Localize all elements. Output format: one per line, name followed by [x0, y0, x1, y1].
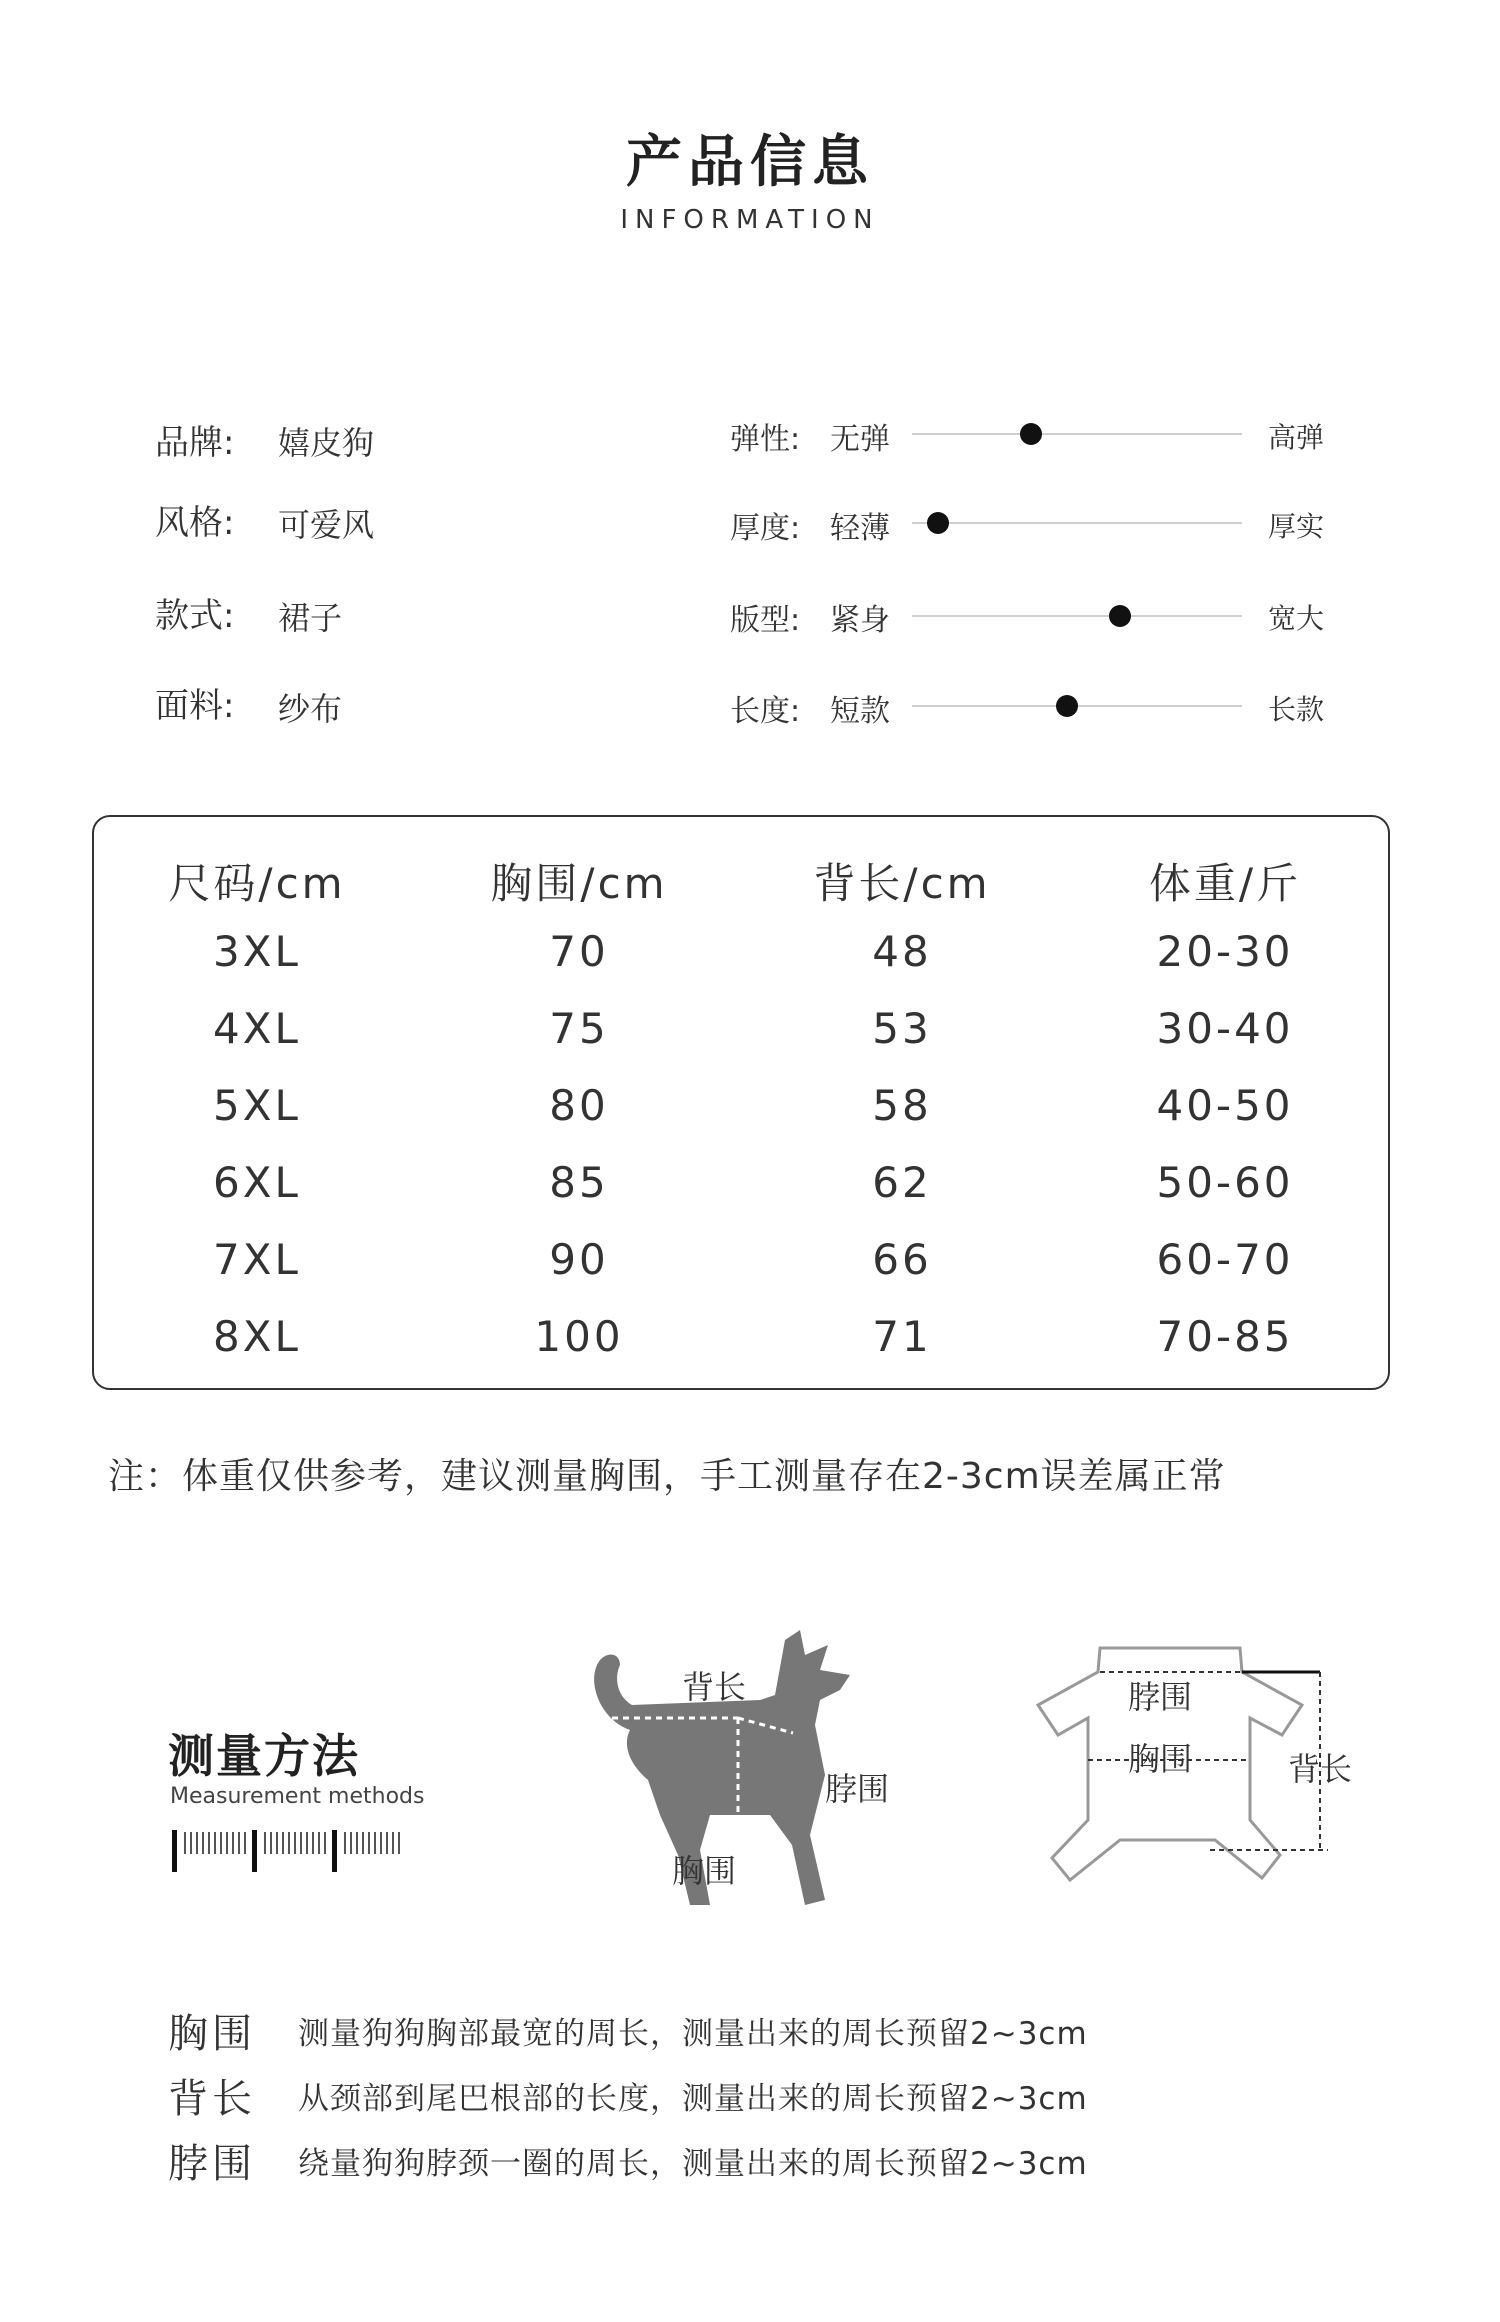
garment-label-chest: 胸围 — [1128, 1740, 1193, 1778]
table-cell: 30-40 — [1156, 1004, 1294, 1053]
dog-label-back: 背长 — [682, 1668, 747, 1706]
definition-text-chest: 测量狗狗胸部最宽的周长，测量出来的周长预留2~3cm — [298, 2016, 1088, 2052]
definition-text-neck: 绕量狗狗脖颈一圈的周长，测量出来的周长预留2~3cm — [298, 2146, 1088, 2182]
page-title: 产品信息 — [626, 130, 874, 195]
table-cell: 6XL — [213, 1158, 301, 1207]
info-label-fabric: 面料: — [155, 686, 235, 726]
table-cell: 8XL — [213, 1312, 301, 1361]
table-cell: 71 — [872, 1312, 932, 1361]
definition-term-neck: 脖围 — [168, 2141, 256, 2187]
garment-label-neck: 脖围 — [1128, 1678, 1193, 1716]
table-cell: 50-60 — [1156, 1158, 1294, 1207]
garment-label-back: 背长 — [1288, 1750, 1353, 1788]
page-subtitle: INFORMATION — [620, 205, 880, 235]
attr-max-elasticity: 高弹 — [1268, 421, 1325, 454]
info-value-fabric: 纱布 — [278, 690, 343, 728]
table-cell: 4XL — [213, 1004, 301, 1053]
scale-track-elasticity — [912, 433, 1242, 435]
measure-title: 测量方法 — [168, 1729, 360, 1783]
attr-label-length: 长度: — [730, 694, 801, 729]
ruler-icon — [172, 1826, 412, 1872]
table-header-back: 背长/cm — [813, 859, 991, 908]
table-cell: 62 — [872, 1158, 932, 1207]
table-cell: 85 — [549, 1158, 609, 1207]
info-label-brand: 品牌: — [155, 423, 235, 463]
table-cell: 53 — [872, 1004, 932, 1053]
table-cell: 60-70 — [1156, 1235, 1294, 1284]
info-value-brand: 嬉皮狗 — [278, 424, 375, 462]
info-label-style: 风格: — [155, 503, 235, 543]
attr-max-thickness: 厚实 — [1268, 510, 1325, 543]
attr-max-fit: 宽大 — [1268, 602, 1325, 635]
size-note: 注：体重仅供参考，建议测量胸围，手工测量存在2-3cm误差属正常 — [108, 1456, 1226, 1497]
table-cell: 7XL — [213, 1235, 301, 1284]
table-header-chest: 胸围/cm — [490, 859, 668, 908]
attr-label-thickness: 厚度: — [730, 511, 801, 546]
garment-measurement-diagram — [1010, 1600, 1390, 1960]
table-cell: 70-85 — [1156, 1312, 1294, 1361]
table-cell: 3XL — [213, 927, 301, 976]
scale-marker-length — [1056, 695, 1078, 717]
definition-term-back: 背长 — [168, 2076, 256, 2122]
scale-marker-thickness — [927, 512, 949, 534]
attr-label-elasticity: 弹性: — [730, 422, 801, 457]
attr-min-fit: 紧身 — [830, 603, 890, 638]
table-cell: 58 — [872, 1081, 932, 1130]
size-table — [92, 815, 1390, 1390]
table-header-weight: 体重/斤 — [1148, 859, 1302, 908]
dog-label-chest: 胸围 — [672, 1852, 737, 1890]
table-cell: 66 — [872, 1235, 932, 1284]
attr-max-length: 长款 — [1268, 693, 1325, 726]
table-cell: 48 — [872, 927, 932, 976]
measure-subtitle: Measurement methods — [170, 1784, 425, 1809]
table-cell: 90 — [549, 1235, 609, 1284]
scale-marker-fit — [1109, 605, 1131, 627]
definition-text-back: 从颈部到尾巴根部的长度，测量出来的周长预留2~3cm — [298, 2081, 1088, 2117]
scale-track-fit — [912, 615, 1242, 617]
attr-min-thickness: 轻薄 — [830, 511, 890, 546]
scale-track-thickness — [912, 522, 1242, 524]
table-cell: 5XL — [213, 1081, 301, 1130]
info-label-type: 款式: — [155, 596, 235, 636]
table-header-size: 尺码/cm — [168, 859, 346, 908]
info-value-type: 裙子 — [278, 599, 343, 637]
dog-label-neck: 脖围 — [825, 1770, 890, 1808]
info-value-style: 可爱风 — [278, 506, 375, 544]
attr-min-elasticity: 无弹 — [830, 422, 890, 457]
scale-marker-elasticity — [1020, 423, 1042, 445]
attr-label-fit: 版型: — [730, 603, 801, 638]
dog-measurement-diagram — [560, 1600, 920, 1960]
table-cell: 40-50 — [1156, 1081, 1294, 1130]
table-cell: 20-30 — [1156, 927, 1294, 976]
table-cell: 70 — [549, 927, 609, 976]
table-cell: 80 — [549, 1081, 609, 1130]
attr-min-length: 短款 — [830, 694, 890, 729]
table-cell: 100 — [534, 1312, 624, 1361]
definition-term-chest: 胸围 — [168, 2011, 256, 2057]
table-cell: 75 — [549, 1004, 609, 1053]
